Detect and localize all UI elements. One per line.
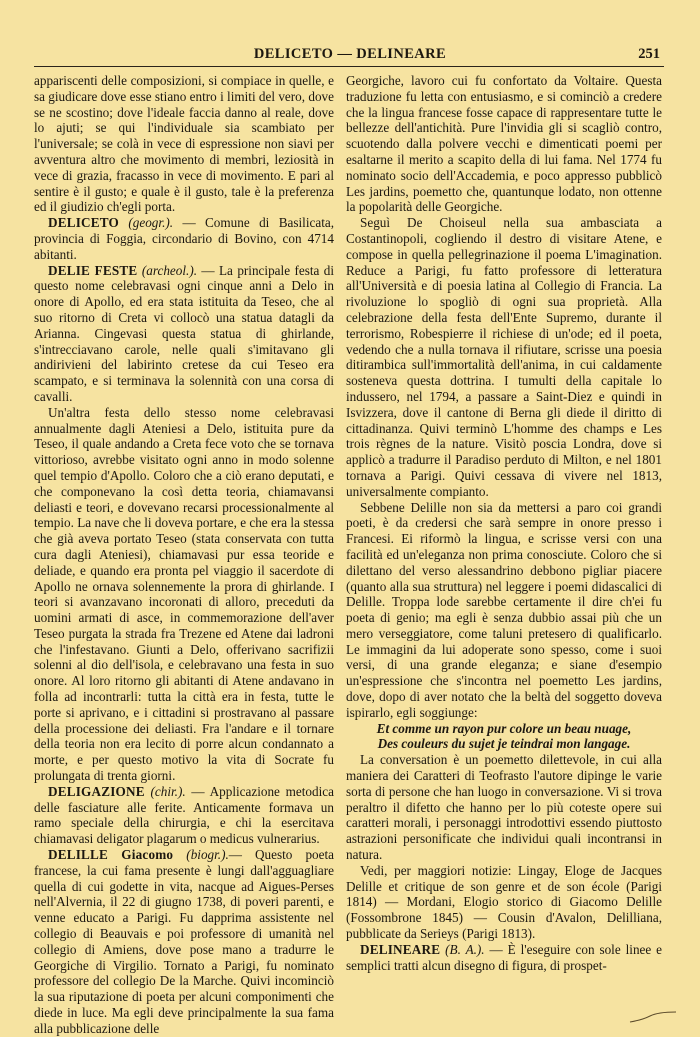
left-column [34,73,335,1036]
entry-category: (geogr.). [128,215,174,231]
verse-line: Et comme un rayon pur colore un beau nuage, [376,720,632,736]
dictionary-entry [34,215,334,262]
entry-text: — Comune di Basilicata, provincia di Foggia, circondario di Bovino, con 4714 abitanti. [34,215,335,262]
entry-headword: DELICETO [48,215,119,231]
body-paragraph: Georgiche, lavoro cui fu confortato da Voltaire. Questa traduzione fu letta con entusiasmo, e si cominciò a credere che la lingua francese fosse capace di rappresentare tutte le bellezze dell'antichità. Pure l'invidia gli si scagliò contro, scuotendo dalla polvere vecchi e dimenticati poemi per esaltarne il merito a scapito della di lui fama. Nel 1774 fu nominato socio dell'Accademia, e poco appresso pubblicò Les jardins, poemetto che, quantunque lodato, non ottenne la popolarità delle Georgiche. [346,73,662,215]
entry-category: (archeol.). [141,262,198,278]
entry-text: — Applicazione metodica delle fasciature alle ferite. Anticamente formava un ramo speciale della chirurgia, e chi la esercitava chiamavasi deligator plagarum o medicus vulnerarius. [34,783,334,847]
entry-category: (biogr.). [186,847,229,863]
entry-text: — La principale festa di questo nome celebravasi ogni cinque anni a Delo in onore di Apollo, ed era stata istituita da Teseo, che al suo ritorno di Creta vi collocò una statua datagli da Arianna. Cingevasi questa statua di ghirlande, s'intrecciavano carole, nelle quali s'imitavano gli andirivieni del labirinto cretese da cui Teseo era scampato, e si terminava la solennità con una corsa di cavalli. [34,262,334,404]
entry-headword: DELILLE Giacomo [48,847,174,863]
dictionary-entry [34,784,334,847]
body-paragraph: appariscenti delle composizioni, si compiace in quelle, e sa giudicare dove esse stiano entro i limiti del vero, dove se ne scostino; dove l'ideale faccia danno al reale, dove lo ajuti; se qui l'individuale sia scambiato per l'universale; se colà in vece di espressione non siavi per avventura altro che movimento di membri, leziosità in vece di grazia, fracasso in vece di movimento. E pari al sentire è il gusto; e quale è il gusto, tale è la preferenza ed il giudizio ch'egli porta. [34,73,334,215]
entry-category: (B. A.). [445,941,485,957]
body-paragraph: Un'altra festa dello stesso nome celebravasi annualmente dagli Ateniesi a Delo, istituita pure da Teseo, il quale andando a Creta fece voto che se tornava vittorioso, avrebbe visitato ogni anno in modo solenne quel tempio d'Apollo. Coloro che a ciò erano deputati, e che componevano la così detta teoria, chiamavansi deliasti e teori, e dovevano recarsi processionalmente al tempio. La nave che li doveva portare, e che era la stessa che già aveva portato Teseo (stata conservata con tutta cura dagli Ateniesi), chiamavasi pur essa teoride e deliade, e quando era pronta pel viaggio il sacerdote di Apollo ne ornava solennemente la prora di ghirlande. I teori si avanzavano incoronati di allorо, preceduti da uomini armati di asce, in commemorazione dell'aver Teseo purgata la strada fra Trezene ed Atene dai ladroni che l'infestavano. Giunti a Delo, offerivano sacrifizii solenni al dio dell'isola, e celebravano una festa in suo onore. Al loro ritorno gli abitanti di Atene andavano in folla ad incontrarli: tutta la città era in festa, tutte le porte si aprivano, e i cittadini si prostravano al passare della processione dei deliasti. Fra l'andare e il tornare della teoria non era lecito di porre alcun condannato a morte, e per questo motivo la vita di Socrate fu prolungata di trenta giorni. [34,404,334,784]
entry-headword: DELIGAZIONE [48,783,145,799]
running-title: DELICETO — DELINEARE [253,46,447,62]
dictionary-entry [346,942,662,974]
entry-headword: DELINEARE [360,941,441,957]
body-paragraph: La conversation è un poemetto dilettevole, in cui alla maniera dei Caratteri di Teofrasto l'autore dipinge le varie sorta di persone che han luogo in conversazione. Vi si trova peraltro il difetto che hanno per lo più coteste opere sui caratteri morali, i personaggi introdottivi essendo piuttosto astrazioni personificate che individui quali incontransi in natura. [346,752,662,863]
entry-text: — È l'eseguire con sole linee e semplici tratti alcun disegno di figura, di prospet- [346,941,663,973]
header-rule [34,66,664,67]
verse-quote [346,721,662,753]
body-paragraph: Sebbene Delille non sia da mettersi a paro coi grandi poeti, è da credersi che sarà sempre in onore presso i Francesi. Ei riformò la lingua, e scrisse versi con una facilità ed un'eleganza non prima conosciute. Coloro che si dilettano del verso alessandrino debbono pigliar piacere (quanto alla sua struttura) nel leggere i poemi didascalici di Delille. Troppa lode sarebbe certamente il dire ch'ei fu poeta di genio; ma egli è senza dubbio assai più che un mero verseggiatore, come taluni pretesero di qualificarlo. Le immagini da lui adoperate sono spesso, come i suoi versi, di una grande eleganza; e siane d'esempio un'espressione che s'incontra nel poemetto Les jardins, dove, dopo di aver notato che la beltà del soggetto doveva ispirarlo, egli soggiunge: [346,499,662,720]
body-paragraph: Vedi, per maggiori notizie: Lingay, Eloge de Jacques Delille et critique de son genre et de son école (Parigi 1814) — Mordani, Elogio storico di Giacomo Delille (Fossombrone 1845) — Cousin d'Avalon, Delilliana, pubblicate da Serieys (Parigi 1813). [346,862,662,942]
verse-line: Des couleurs du sujet je teindrai mon langage. [377,736,631,752]
entry-text: — Questo poeta francese, la cui fama presente è lungi dall'agguagliare quella di cui godette in vita, nacque ad Aigues-Perses nell'Alvernia, il 22 di giugno 1738, di poveri parenti, e venne educato a Parigi. Fu dapprima assistente nel collegio di Beauvais e poi professore di umanità nel collegio di Amiens, dove pose mano a tradurre le Georgiche di Virgilio. Tornato a Parigi, fu nominato professore del collegio De la Marche. Quivi incominciò la sua riputazione di poeta per alcuni componimenti che diede in luce. Ma egli deve principalmente la sua fama alla pubblicazione delle [34,847,335,1036]
entry-category: (chir.). [150,783,186,799]
dictionary-entry [34,847,334,1037]
body-paragraph: Seguì De Choiseul nella sua ambasciata a Costantinopoli, cogliendo il destro di visitare Atene, e compose in quella pellegrinazione il poema L'imagination. Reduce a Parigi, fu fatto professore di letteratura all'Università e di poesia latina al Collegio di Francia. La rivoluzione lo spogliò di ogni sua proprietà. Alla celebrazione della festa dell'Ente Supremo, durante il terrorismo, Robespierre il richiese di un'ode; ed il poeta, vedendo che a nulla tornava il rifiutare, scrisse una poesia ditirambica sull'immortalità dell'anima, in cui caldamente sosteneva questa dottrina. I tumulti della capitale lo indussero, nel 1794, a passare a Saint-Diez e quindi in Isvizzera, dove il cantone di Berna gli diede il diritto di cittadinanza. Quivi terminò L'homme des champs e Les trois règnes de la nature. Visitò poscia Londra, dove si applicò a tradurre il Paradiso perduto di Milton, e nel 1801 tornava a Parigi. Quivi cessava di vivere nel 1813, universalmente compianto. [346,215,662,499]
page-number: 251 [638,46,660,62]
right-column [346,73,662,1021]
dictionary-entry [34,263,334,405]
entry-headword: DELIE FESTE [48,262,138,278]
corner-scribble-icon [628,1010,678,1024]
page-header [0,0,700,60]
